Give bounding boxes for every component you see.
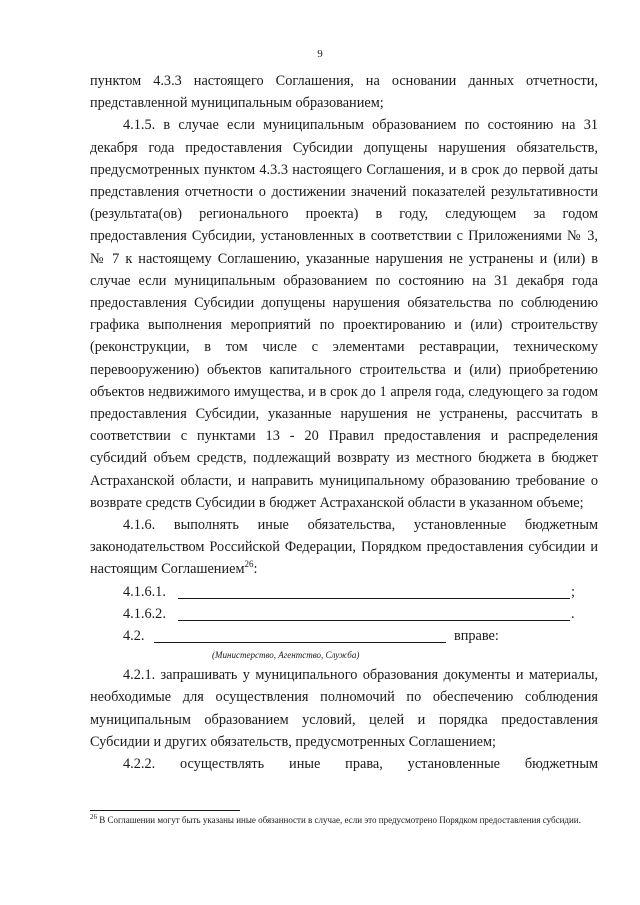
paragraph-4-1-6-text: 4.1.6. выполнять иные обязательства, установленные бюджетным законодательством Российской Федерации, Порядком предоставления субсидии и настоящим Соглашением <box>90 517 598 578</box>
blank-underline <box>154 642 446 643</box>
paragraph-continuation: пунктом 4.3.3 настоящего Соглашения, на основании данных отчетности, представленной муниципальным образованием; <box>90 73 598 112</box>
paragraph-4-1-6 <box>90 514 598 581</box>
page-number: 9 <box>317 48 323 60</box>
paragraph-4-2-1: 4.2.1. запрашивать у муниципального образования документы и материалы, необходимые для осуществления полномочий по обеспечению соблюдения муниципальным образованием условий, целей и порядка предоставления Субсидии и других обязательств, предусмотренных Соглашением; <box>90 667 598 750</box>
blank-line-end: . <box>571 605 575 622</box>
blank-line-4-1-6-1 <box>90 581 598 603</box>
blank-line-end: ; <box>571 583 575 600</box>
footnote-text: В Соглашении могут быть указаны иные обязанности в случае, если это предусмотрено Порядком предоставления субсидии. <box>99 815 581 825</box>
blank-line-number: 4.1.6.2. <box>123 605 166 622</box>
blank-line-4-2 <box>90 625 598 647</box>
document-body <box>90 70 598 775</box>
blank-underline <box>178 620 570 621</box>
blank-line-number: 4.1.6.1. <box>123 583 166 600</box>
blank-line-number: 4.2. <box>123 628 145 645</box>
footnote <box>90 814 598 826</box>
blank-line-end: вправе: <box>454 628 499 645</box>
paragraph-4-1-5: 4.1.5. в случае если муниципальным образованием по состоянию на 31 декабря года предоставления Субсидии допущены нарушения обязательств, предусмотренных пунктом 4.3.3 настоящего Соглашения, и в срок до первой даты представления отчетности о достижении значений показателей результативности (результата(ов) регионального проекта) в году, следующем за годом предоставления Субсидии, установленных в соответствии с Приложениями № 3, № 7 к настоящему Соглашению, указанные нарушения не устранены и (или) в случае если муниципальным образованием по состоянию на 31 декабря года предоставления Субсидии допущены нарушения обязательства по соблюдению графика выполнения мероприятий по проектированию и (или) строительству (реконструкции, в том числе с элементами реставрации, техническому перевооружению) объектов капитального строительства и (или) приобретению объектов недвижимого имущества, и в срок до 1 апреля года, следующего за годом предоставления Субсидии, указанные нарушения не устранены, рассчитать в соответствии с пунктами 13 - 20 Правил предоставления и распределения субсидий объем средств, подлежащий возврату из местного бюджета в бюджет Астраханской области, и направить муниципальному образованию требование о возврате средств Субсидии в бюджет Астраханской области в указанном объеме; <box>90 117 598 511</box>
paragraph-4-2-2: 4.2.2. осуществлять иные права, установленные бюджетным <box>123 756 598 773</box>
blank-hint: (Министерство, Агентство, Служба) <box>212 650 360 661</box>
footnote-number: 26 <box>90 813 97 821</box>
blank-line-4-1-6-2 <box>90 603 598 625</box>
paragraph-4-1-6-colon: : <box>253 561 258 578</box>
blank-underline <box>178 598 570 599</box>
footnote-divider <box>90 810 240 811</box>
footnote-reference: 26 <box>244 559 254 570</box>
